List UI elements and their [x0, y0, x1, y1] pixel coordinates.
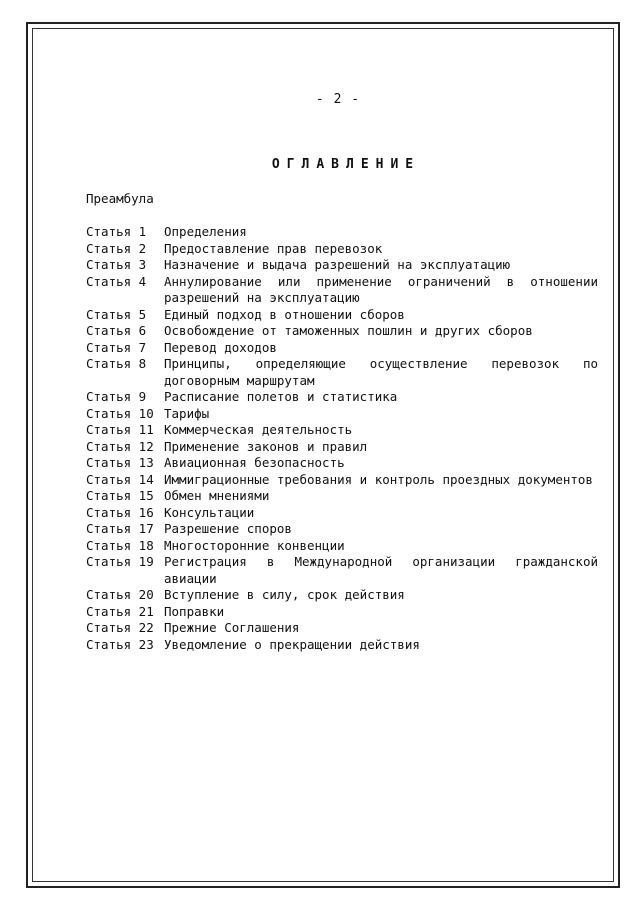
toc-article-number: Статья 6 — [86, 323, 147, 338]
toc-article-title: Единый подход в отношении сборов — [164, 306, 405, 322]
toc-row — [86, 340, 598, 357]
toc-article-number: Статья 8 — [86, 356, 147, 371]
toc-article-title: Предоставление прав перевозок — [164, 240, 383, 256]
toc-article-number: Статья 4 — [86, 273, 147, 289]
toc-article-number: Статья 12 — [86, 438, 154, 454]
toc-row — [86, 257, 598, 274]
toc-article-title: Вступление в силу, срок действия — [164, 587, 405, 602]
toc-article-title: Перевод доходов — [164, 339, 277, 355]
toc-row — [86, 439, 598, 456]
toc-row — [86, 637, 598, 654]
toc-article-number: Статья 23 — [86, 636, 154, 652]
toc-row — [86, 538, 598, 555]
toc-article-number: Статья 20 — [86, 587, 154, 602]
toc-article-title: Применение законов и правил — [164, 438, 368, 454]
toc-row — [86, 356, 598, 389]
toc-article-number: Статья 17 — [86, 521, 154, 536]
toc-row — [86, 554, 598, 587]
toc-article-number: Статья 18 — [86, 537, 154, 553]
toc-article-number: Статья 22 — [86, 620, 154, 635]
toc-article-number: Статья 5 — [86, 306, 147, 322]
toc-row — [86, 323, 598, 340]
toc-article-number: Статья 2 — [86, 240, 147, 256]
table-of-contents — [86, 224, 598, 653]
toc-row — [86, 455, 598, 472]
toc-article-number: Статья 11 — [86, 422, 154, 437]
toc-article-title: Консультации — [164, 504, 255, 520]
toc-article-title: Уведомление о прекращении действия — [164, 636, 420, 652]
toc-article-number: Статья 19 — [86, 554, 154, 569]
toc-article-title: Тарифы — [164, 405, 210, 421]
toc-row — [86, 224, 598, 241]
toc-article-number: Статья 14 — [86, 471, 154, 487]
toc-article-number: Статья 21 — [86, 603, 154, 619]
toc-article-title: Многосторонние конвенции — [164, 537, 345, 553]
page-title: ОГЛАВЛЕНИЕ — [271, 157, 421, 172]
toc-article-title: Принципы, определяющие осуществление перевозок по договорным маршрутам — [164, 356, 598, 388]
toc-article-title: Обмен мнениями — [164, 488, 270, 503]
toc-article-number: Статья 13 — [86, 455, 154, 470]
toc-row — [86, 488, 598, 505]
toc-row — [86, 406, 598, 423]
toc-article-title: Аннулирование или применение ограничений в отношении разрешений на эксплуатацию — [164, 273, 598, 305]
toc-article-title: Коммерческая деятельность — [164, 422, 353, 437]
toc-row — [86, 389, 598, 406]
toc-row — [86, 604, 598, 621]
toc-row — [86, 241, 598, 258]
toc-row — [86, 521, 598, 538]
toc-article-title: Прежние Соглашения — [164, 620, 300, 635]
toc-row — [86, 472, 598, 489]
toc-article-number: Статья 3 — [86, 257, 147, 272]
toc-article-title: Разрешение споров — [164, 521, 292, 536]
toc-article-title: Назначение и выдача разрешений на эксплуатацию — [164, 257, 511, 272]
toc-article-number: Статья 16 — [86, 504, 154, 520]
toc-row — [86, 587, 598, 604]
toc-article-title: Расписание полетов и статистика — [164, 389, 398, 404]
page-number: - 2 - — [315, 92, 361, 107]
toc-article-number: Статья 1 — [86, 224, 147, 239]
toc-article-number: Статья 15 — [86, 488, 154, 503]
toc-article-title: Авиационная безопасность — [164, 455, 345, 470]
toc-article-title: Регистрация в Международной организации гражданской авиации — [164, 554, 598, 586]
toc-row — [86, 307, 598, 324]
toc-article-number: Статья 7 — [86, 339, 147, 355]
preamble-entry: Преамбула — [86, 191, 154, 206]
toc-article-title: Определения — [164, 224, 247, 239]
toc-row — [86, 274, 598, 307]
toc-row — [86, 422, 598, 439]
toc-article-title: Иммиграционные требования и контроль проездных документов — [164, 471, 593, 487]
toc-article-number: Статья 10 — [86, 405, 154, 421]
toc-article-title: Освобождение от таможенных пошлин и других сборов — [164, 323, 533, 338]
toc-row — [86, 505, 598, 522]
toc-article-number: Статья 9 — [86, 389, 147, 404]
toc-article-title: Поправки — [164, 603, 225, 619]
toc-row — [86, 620, 598, 637]
